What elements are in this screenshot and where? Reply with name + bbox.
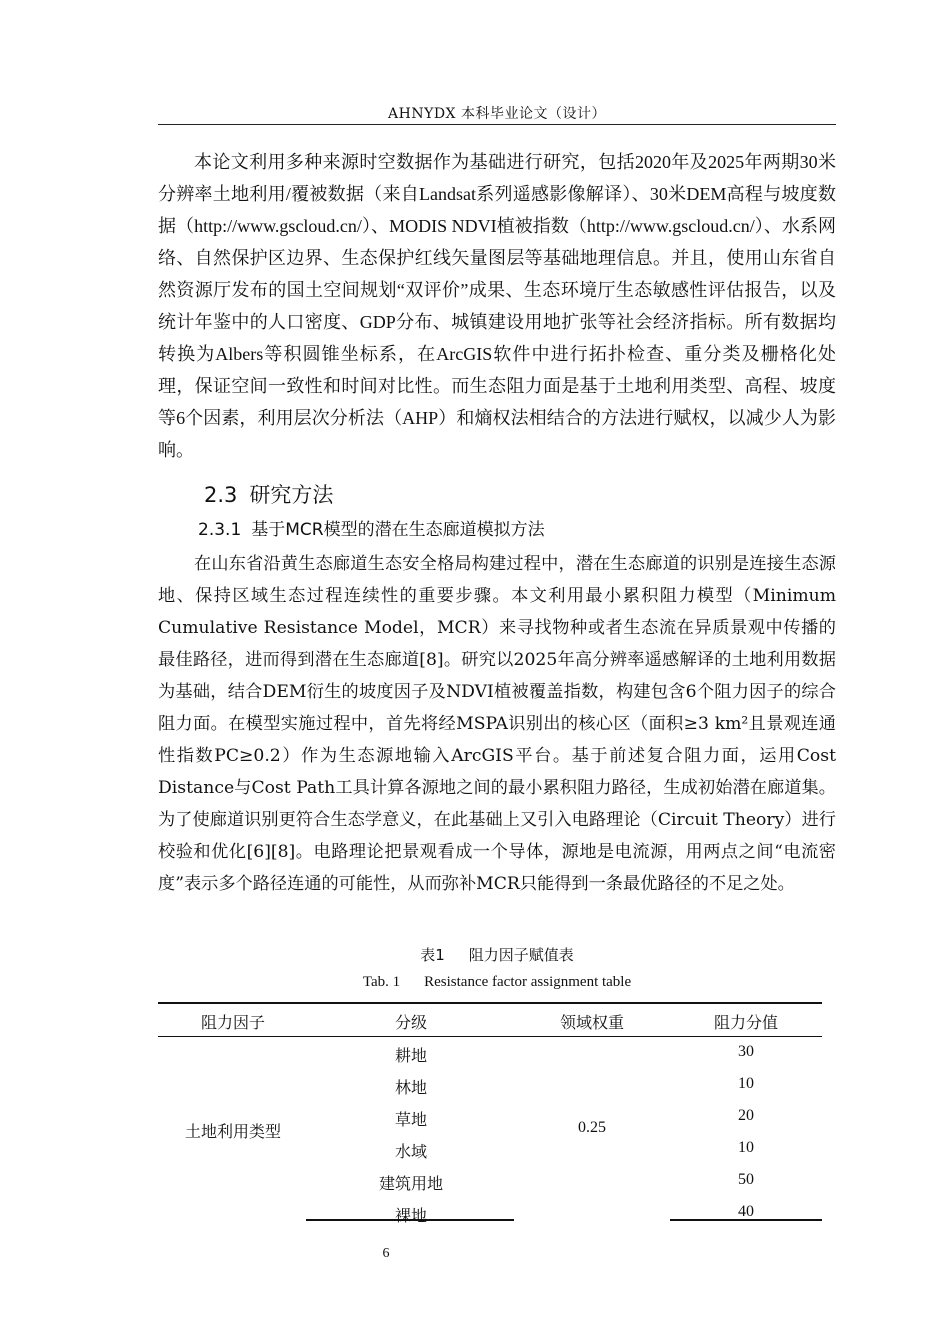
table-cell-grade: 草地	[394, 1110, 427, 1129]
subsection-number: 2.3.1	[198, 520, 242, 540]
table-cell-score: 20	[738, 1107, 754, 1124]
paragraph-data-sources: 本论文利用多种来源时空数据作为基础进行研究，包括2020年及2025年两期30米分辨率土地利用/覆被数据（来自Landsat系列遥感影像解译）、30米DEM高程与坡度数据（http://www.gscloud.cn/）、MODIS NDVI植被指数（http://www.gscloud.cn/）、水系网络、自然保护区边界、生态保护红线矢量图层等基础地理信息。并且，使用山东省自然资源厅发布的国土空间规划“双评价”成果、生态环境厅生态敏感性评估报告，以及统计年鉴中的人口密度、GDP分布、城镇建设用地扩张等社会经济指标。所有数据均转换为Albers等积圆锥坐标系，在ArcGIS软件中进行拓扑检查、重分类及栅格化处理，保证空间一致性和时间对比性。而生态阻力面是基于土地利用类型、高程、坡度等6个因素，利用层次分析法（AHP）和熵权法相结合的方法进行赋权，以减少人为影响。	[158, 152, 836, 460]
table-caption-cn	[158, 944, 836, 965]
table-cell-grade: 耕地	[394, 1046, 427, 1065]
table-cell-grade: 水域	[394, 1142, 427, 1161]
subsection-heading	[198, 515, 545, 540]
table-header-rule	[158, 1036, 822, 1037]
table-header-score: 阻力分值	[713, 1013, 778, 1032]
table-header-grade: 分级	[394, 1013, 427, 1032]
page-number: 6	[382, 1246, 390, 1261]
table-caption-en-title: Resistance factor assignment table	[424, 974, 632, 990]
paragraph-mcr-method: 在山东省沿黄生态廊道生态安全格局构建过程中，潜在生态廊道的识别是连接生态源地、保持区域生态过程连续性的重要步骤。本文利用最小累积阻力模型（Minimum Cumulative Resistance Model，MCR）来寻找物种或者生态流在异质景观中传播的最佳路径，进而得到潜在生态廊道[8]。研究以2025年高分辨率遥感解译的土地利用数据为基础，结合DEM衍生的坡度因子及NDVI植被覆盖指数，构建包含6个阻力因子的综合阻力面。在模型实施过程中，首先将经MSPA识别出的核心区（面积≥3 km²且景观连通性指数PC≥0.2）作为生态源地输入ArcGIS平台。基于前述复合阻力面，运用Cost Distance与Cost Path工具计算各源地之间的最小累积阻力路径，生成初始潜在廊道集。为了使廊道识别更符合生态学意义，在此基础上又引入电路理论（Circuit Theory）进行校验和优化[6][8]。电路理论把景观看成一个导体，源地是电流源，用两点之间“电流密度”表示多个路径连通的可能性，从而弥补MCR只能得到一条最优路径的不足之处。	[158, 554, 836, 894]
table-cell-score: 10	[738, 1075, 754, 1092]
table-cell-score: 30	[738, 1043, 754, 1060]
table-header-factor: 阻力因子	[200, 1013, 265, 1032]
running-header: AHNYDX 本科毕业论文（设计）	[388, 106, 606, 122]
table-cell-weight: 0.25	[578, 1119, 606, 1136]
table-bottom-rule-grade	[306, 1219, 514, 1221]
table-cell-score: 40	[738, 1203, 754, 1220]
table-cell-grade: 林地	[394, 1078, 427, 1097]
table-cell-grade: 建筑用地	[378, 1174, 443, 1193]
section-heading	[204, 479, 333, 509]
table-header-weight: 领域权重	[559, 1013, 624, 1032]
subsection-title: 基于MCR模型的潜在生态廊道模拟方法	[251, 520, 545, 540]
table-caption-en	[158, 974, 836, 991]
section-number: 2.3	[204, 483, 238, 507]
table-cell-score: 10	[738, 1139, 754, 1156]
header-rule	[158, 124, 836, 125]
table-caption-en-label: Tab. 1	[362, 974, 401, 990]
table-top-rule	[158, 1002, 822, 1004]
table-caption-cn-label: 表1	[420, 946, 445, 964]
table-cell-grade: 裸地	[394, 1206, 427, 1225]
table-cell-factor: 土地利用类型	[184, 1122, 281, 1141]
table-cell-score: 50	[738, 1171, 754, 1188]
table-caption-cn-title: 阻力因子赋值表	[468, 946, 574, 964]
table-bottom-rule-score	[670, 1219, 822, 1221]
section-title: 研究方法	[249, 483, 334, 507]
